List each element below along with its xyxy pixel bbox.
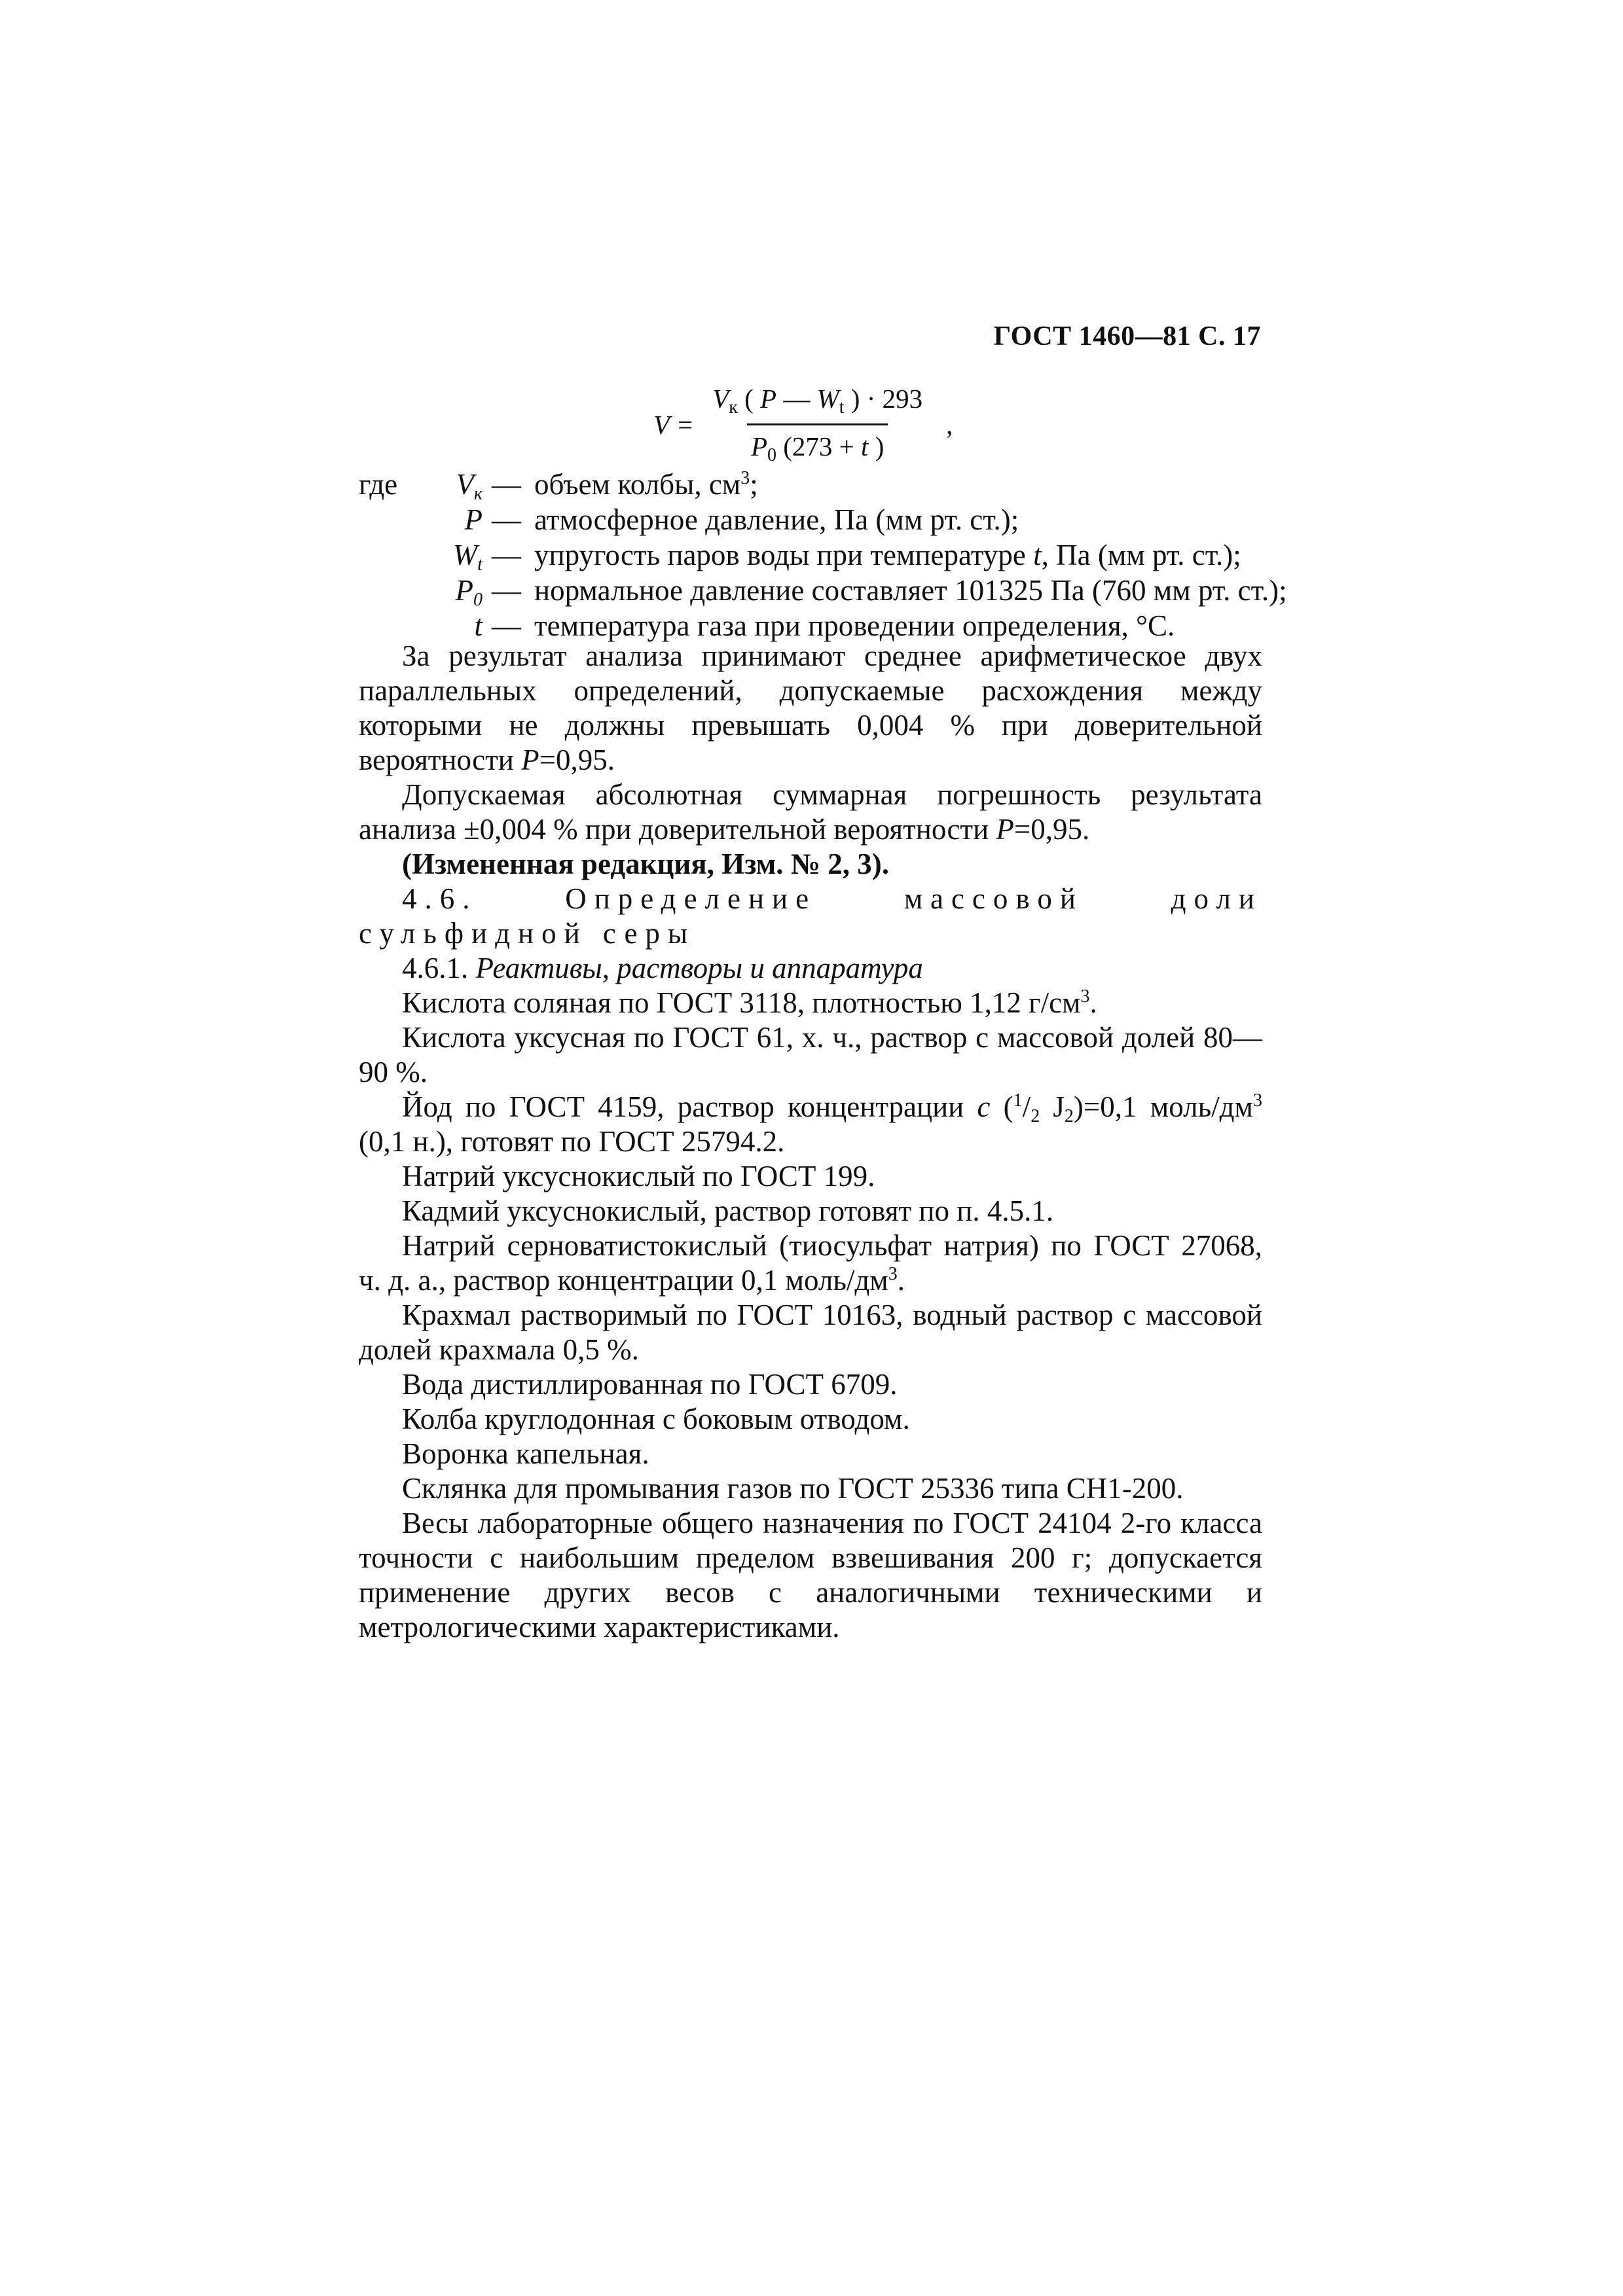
legend-text: объем колбы, $см^3$; (534, 468, 758, 501)
reagent-item: Йод по ГОСТ 4159, раствор концентрации c ($^1/_2$ $J_2)=0,1$ моль/$дм^3$ (0,1 н.), готовят по ГОСТ 25794.2. (359, 1090, 1262, 1158)
formula-comma: , (946, 409, 953, 440)
page-header: ГОСТ 1460—81 С. 17 (993, 321, 1261, 351)
legend-symbol: t (474, 609, 483, 642)
legend-text: атмосферное давление, Па (мм рт. ст.); (534, 503, 1019, 536)
apparatus-item: Колба круглодонная с боковым отводом. (402, 1403, 910, 1435)
legend-row (359, 537, 1287, 573)
legend-row (359, 502, 1287, 537)
legend-where: где (359, 468, 398, 501)
paragraph-amendment: (Измененная редакция, Изм. № 2, 3). (402, 848, 890, 880)
reagent-item: Кислота соляная по ГОСТ 3118, плотностью 1,12 $г/см^3$. (402, 986, 1097, 1019)
formula-den-close: ) (868, 431, 884, 461)
legend-dash: — (492, 574, 521, 607)
reagent-item: Натрий уксуснокислый по ГОСТ 199. (402, 1160, 875, 1193)
reagent-item: Вода дистиллированная по ГОСТ 6709. (402, 1368, 898, 1401)
subsection-heading: 4.6.1. Реактивы, растворы и аппаратура (402, 952, 923, 984)
formula-denominator (747, 423, 888, 466)
formula-paren-open: ( (737, 384, 761, 414)
formula-legend (359, 467, 1287, 643)
legend-symbol: $P_0$ (455, 574, 483, 610)
apparatus-item: Воронка капельная. (402, 1437, 649, 1470)
formula-p: P (760, 384, 777, 414)
legend-dash: — (492, 468, 521, 501)
formula-w-sub: t (839, 397, 845, 418)
legend-row (359, 608, 1287, 643)
formula-w: W (816, 384, 839, 414)
paragraph-error: Допускаемая абсолютная суммарная погрешность результата анализа ±0,004 % при доверительной вероятности P=0,95. (359, 778, 1262, 846)
legend-symbol: P (464, 503, 483, 536)
section-heading: 4.6. Определение массовой доли сульфидной серы (359, 882, 1262, 950)
legend-row (359, 573, 1287, 608)
reagent-item: Кислота уксусная по ГОСТ 61, х. ч., раствор с массовой долей 80—90 %. (359, 1021, 1262, 1088)
formula-numerator (708, 383, 926, 423)
formula-vk-sub: к (729, 397, 738, 418)
formula-den-open: (273 + (776, 431, 862, 461)
volume-formula (653, 383, 953, 466)
reagent-item: Кадмий уксуснокислый, раствор готовят по п. 4.5.1. (402, 1194, 1054, 1227)
formula-t: t (861, 431, 869, 461)
formula-fraction (708, 383, 926, 466)
reagent-item: Крахмал растворимый по ГОСТ 10163, водный раствор с массовой долей крахмала 0,5 %. (359, 1299, 1262, 1366)
formula-p0-sub: 0 (767, 445, 777, 465)
legend-row (359, 467, 1287, 502)
legend-dash: — (492, 609, 521, 642)
legend-text: упругость паров воды при температуре t, Па (мм рт. ст.); (534, 539, 1241, 571)
document-body (359, 639, 1262, 1645)
legend-dash: — (492, 503, 521, 536)
formula-p0: P (750, 431, 768, 461)
legend-text: нормальное давление составляет 101325 Па (760 мм рт. ст.); (534, 574, 1287, 607)
legend-symbol: $W_t$ (452, 539, 483, 575)
legend-text: температура газа при проведении определения, °С. (534, 609, 1175, 642)
formula-lhs: V = (653, 409, 695, 440)
formula-mult: · 293 (860, 384, 923, 414)
formula-paren-close: ) (844, 384, 860, 414)
apparatus-item: Весы лабораторные общего назначения по ГОСТ 24104 2-го класса точности с наибольшим пределом взвешивания 200 г; допускается применение других весов с аналогичными техническими и метрологическими характеристиками. (359, 1507, 1262, 1643)
reagent-item: Натрий серноватистокислый (тиосульфат натрия) по ГОСТ 27068, ч. д. а., раствор концентрации 0,1 моль/$дм^3$. (359, 1229, 1262, 1297)
legend-dash: — (492, 539, 521, 571)
formula-minus: — (776, 384, 817, 414)
paragraph-result: За результат анализа принимают среднее арифметическое двух параллельных определений, допускаемые расхождения между которыми не должны превышать 0,004 % при доверительной вероятности P=0,95. (359, 639, 1262, 776)
apparatus-item: Склянка для промывания газов по ГОСТ 25336 типа СН1-200. (402, 1472, 1184, 1505)
legend-symbol: $V_к$ (456, 468, 483, 504)
formula-vk: V (712, 384, 729, 414)
